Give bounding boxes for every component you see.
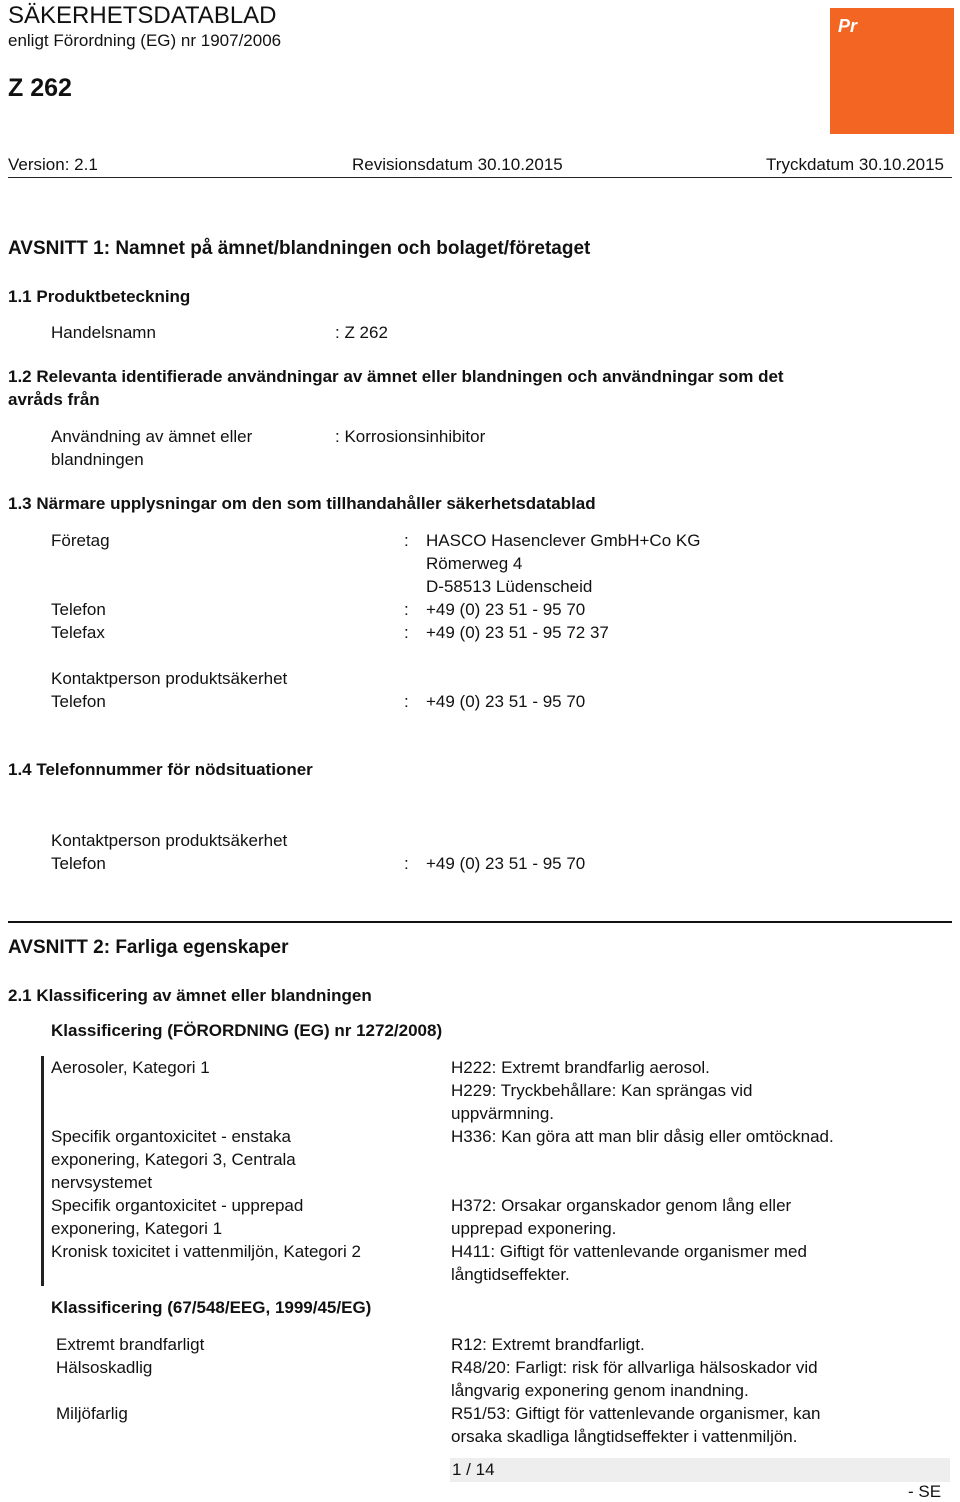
risk-phrase: R51/53: Giftigt för vattenlevande organismer, kan [451, 1404, 821, 1423]
colon: : [404, 692, 409, 711]
hazard-statement: långtidseffekter. [451, 1265, 570, 1284]
colon: : [404, 531, 409, 550]
clp-class: exponering, Kategori 3, Centrala [51, 1150, 296, 1169]
hazard-statement: H336: Kan göra att man blir dåsig eller omtöcknad. [451, 1127, 834, 1146]
clp-class: Specifik organtoxicitet - enstaka [51, 1127, 292, 1146]
hazard-statement: upprepad exponering. [451, 1219, 617, 1238]
product-name: Z 262 [8, 74, 72, 102]
risk-phrase: orsaka skadliga långtidseffekter i vattenmiljön. [451, 1427, 798, 1446]
company-city: D-58513 Lüdenscheid [426, 577, 593, 596]
dsd-class: Miljöfarlig [56, 1404, 128, 1423]
logo-text: Pr [838, 16, 858, 36]
colon: : [404, 854, 409, 873]
colon: : [404, 623, 409, 642]
clp-heading: Klassificering (FÖRORDNING (EG) nr 1272/2008) [51, 1021, 443, 1040]
document-subtitle: enligt Förordning (EG) nr 1907/2006 [8, 31, 282, 50]
print-date: Tryckdatum 30.10.2015 [766, 155, 944, 174]
company-label: Företag [51, 531, 110, 550]
fax-value: +49 (0) 23 51 - 95 72 37 [426, 623, 609, 642]
company-street: Römerweg 4 [426, 554, 523, 573]
emergency-phone-value: +49 (0) 23 51 - 95 70 [426, 854, 586, 873]
colon: : [404, 600, 409, 619]
section-1-4-heading: 1.4 Telefonnummer för nödsituationer [8, 760, 313, 779]
contact-phone-value: +49 (0) 23 51 - 95 70 [426, 692, 586, 711]
use-value: : Korrosionsinhibitor [335, 427, 486, 446]
emergency-contact-label: Kontaktperson produktsäkerhet [51, 831, 288, 850]
clp-class: Specifik organtoxicitet - upprepad [51, 1196, 304, 1215]
section-2-1-heading: 2.1 Klassificering av ämnet eller blandningen [8, 986, 372, 1005]
hazard-statement: H411: Giftigt för vattenlevande organismer med [451, 1242, 807, 1261]
version: Version: 2.1 [8, 155, 98, 174]
section-1-1-heading: 1.1 Produktbeteckning [8, 287, 191, 306]
phone-value: +49 (0) 23 51 - 95 70 [426, 600, 586, 619]
section-divider [8, 921, 952, 923]
footer-shade [450, 1458, 950, 1482]
trade-name-label: Handelsnamn [51, 323, 156, 342]
dsd-heading: Klassificering (67/548/EEG, 1999/45/EG) [51, 1298, 372, 1317]
company-logo [830, 8, 954, 134]
classification-bar [41, 1056, 44, 1286]
hazard-statement: H372: Orsakar organskador genom lång eller [451, 1196, 792, 1215]
document-title: SÄKERHETSDATABLAD [8, 2, 277, 29]
section-1-2-heading-cont: avråds från [8, 390, 100, 409]
emergency-phone-label: Telefon [51, 854, 106, 873]
use-label: Användning av ämnet eller [51, 427, 253, 446]
trade-name-value: : Z 262 [335, 323, 388, 342]
section-1-3-heading: 1.3 Närmare upplysningar om den som tillhandahåller säkerhetsdatablad [8, 494, 596, 513]
section-1-heading: AVSNITT 1: Namnet på ämnet/blandningen och bolaget/företaget [8, 238, 591, 259]
contact-label: Kontaktperson produktsäkerhet [51, 669, 288, 688]
risk-phrase: R12: Extremt brandfarligt. [451, 1335, 645, 1354]
language-code: - SE [908, 1482, 942, 1501]
hazard-statement: uppvärmning. [451, 1104, 555, 1123]
clp-class: Kronisk toxicitet i vattenmiljön, Kategori 2 [51, 1242, 361, 1261]
clp-class: Aerosoler, Kategori 1 [51, 1058, 210, 1077]
clp-class: exponering, Kategori 1 [51, 1219, 223, 1238]
risk-phrase: långvarig exponering genom inandning. [451, 1381, 749, 1400]
fax-label: Telefax [51, 623, 105, 642]
use-label-cont: blandningen [51, 450, 144, 469]
section-1-2-heading: 1.2 Relevanta identifierade användningar av ämnet eller blandningen och användningar som det [8, 367, 784, 386]
dsd-class: Extremt brandfarligt [56, 1335, 205, 1354]
contact-phone-label: Telefon [51, 692, 106, 711]
hazard-statement: H222: Extremt brandfarlig aerosol. [451, 1058, 710, 1077]
dsd-class: Hälsoskadlig [56, 1358, 153, 1377]
page-number: 1 / 14 [452, 1460, 495, 1479]
hazard-statement: H229: Tryckbehållare: Kan sprängas vid [451, 1081, 753, 1100]
phone-label: Telefon [51, 600, 106, 619]
risk-phrase: R48/20: Farligt: risk för allvarliga hälsoskador vid [451, 1358, 818, 1377]
section-2-heading: AVSNITT 2: Farliga egenskaper [8, 937, 289, 958]
header-divider [8, 177, 952, 178]
revision-date: Revisionsdatum 30.10.2015 [352, 155, 563, 174]
clp-class: nervsystemet [51, 1173, 153, 1192]
company-name: HASCO Hasenclever GmbH+Co KG [426, 531, 701, 550]
